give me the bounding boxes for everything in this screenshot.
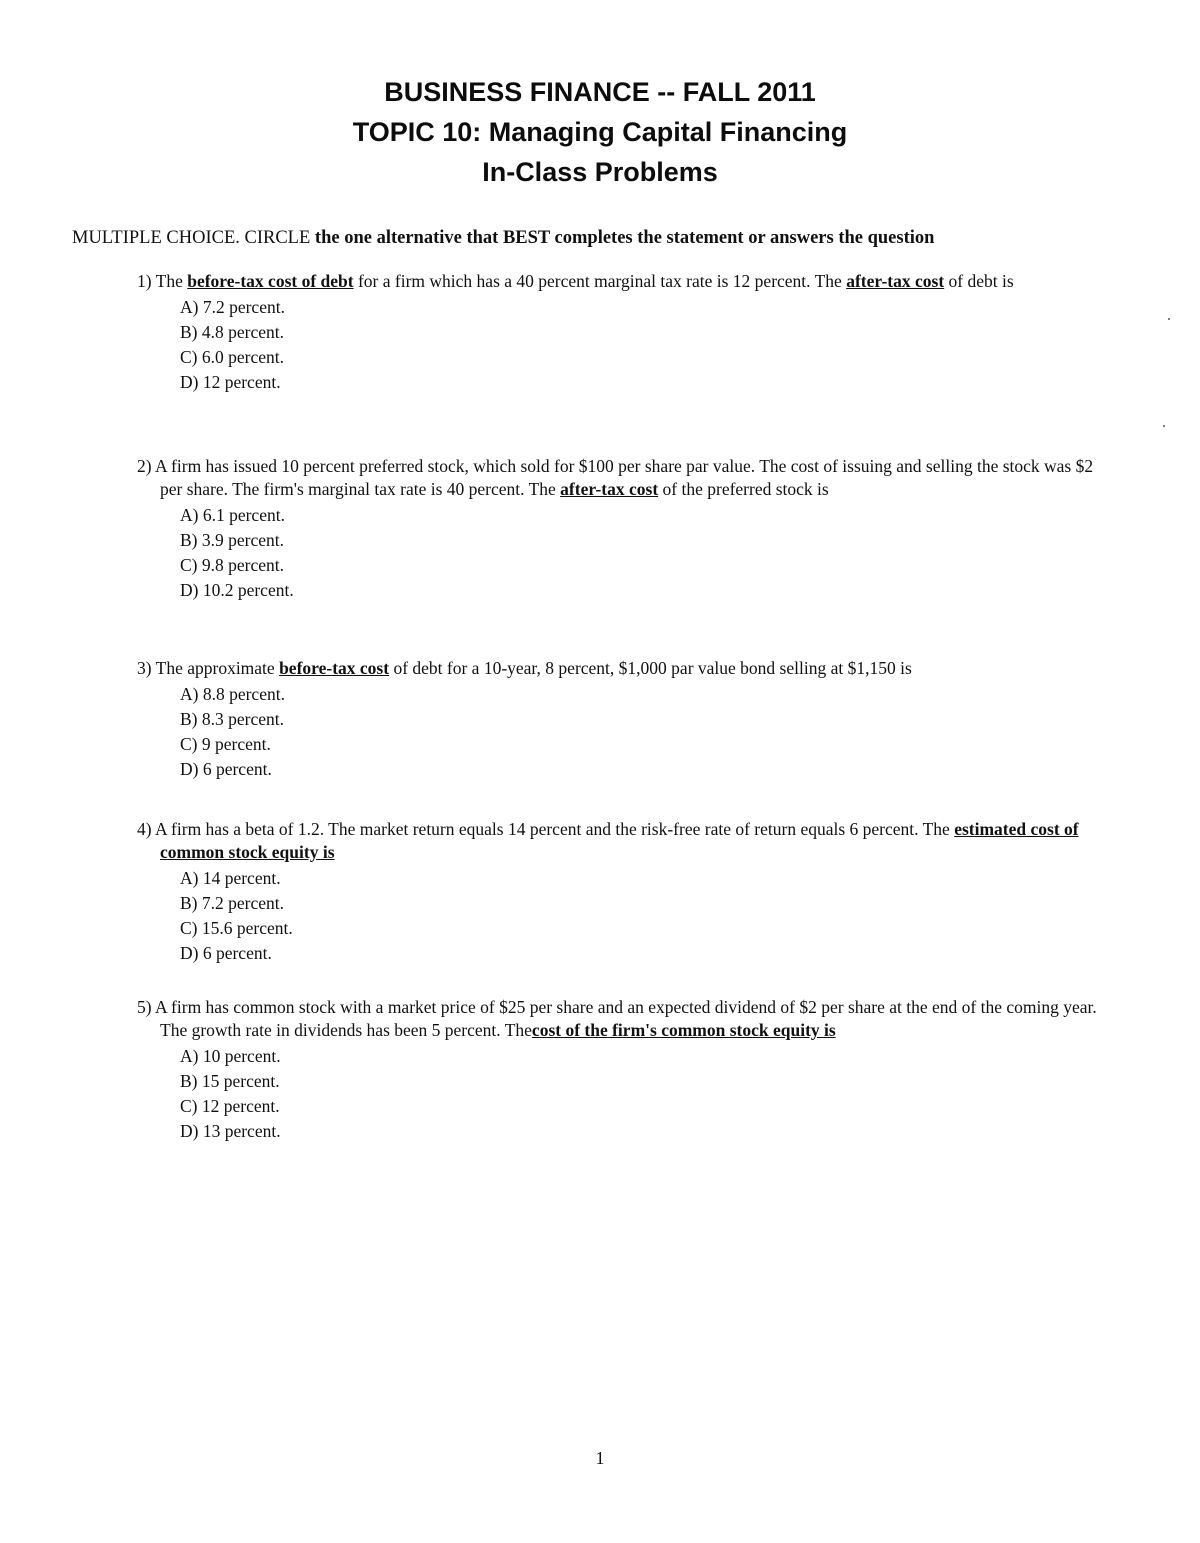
stem-text: of debt for a 10-year, 8 percent, $1,000 par value bond selling at $1,150 is [389, 658, 912, 678]
subtitle: In-Class Problems [482, 157, 718, 187]
question-number: 5) [137, 997, 152, 1017]
answer-option[interactable]: D) 6 percent. [180, 759, 272, 779]
answer-option[interactable]: B) 3.9 percent. [180, 530, 284, 550]
question-stem [137, 270, 1097, 293]
answer-option[interactable]: C) 9.8 percent. [180, 555, 284, 575]
instructions [72, 228, 1132, 249]
answer-options [137, 1044, 1097, 1144]
question-5 [137, 996, 1097, 1144]
stem-text: for a firm which has a 40 percent marginal tax rate is 12 percent. The [353, 271, 847, 291]
answer-option[interactable]: B) 7.2 percent. [180, 893, 284, 913]
emphasized-term: estimated cost of common stock equity is [160, 819, 1079, 862]
document-header [0, 72, 1200, 192]
scan-speck [1168, 318, 1170, 320]
stem-text: of debt is [944, 271, 1014, 291]
emphasized-term: after-tax cost [560, 479, 659, 499]
course-title: BUSINESS FINANCE -- FALL 2011 [384, 77, 816, 107]
question-3 [137, 657, 1097, 782]
answer-options [137, 682, 1097, 782]
stem-text: The [155, 271, 188, 291]
answer-option[interactable]: A) 6.1 percent. [180, 505, 285, 525]
answer-option[interactable]: A) 7.2 percent. [180, 297, 285, 317]
question-stem [137, 657, 1097, 680]
question-number: 3) [137, 658, 152, 678]
answer-option[interactable]: D) 13 percent. [180, 1121, 281, 1141]
answer-option[interactable]: D) 6 percent. [180, 943, 272, 963]
answer-option[interactable]: A) 14 percent. [180, 868, 281, 888]
instructions-lead: MULTIPLE CHOICE. CIRCLE [72, 228, 311, 248]
question-number: 4) [137, 819, 152, 839]
instructions-rest: the one alternative that BEST completes the statement or answers the question [310, 228, 935, 248]
answer-option[interactable]: B) 4.8 percent. [180, 322, 284, 342]
page-number: 1 [595, 1448, 605, 1468]
answer-option[interactable]: C) 6.0 percent. [180, 347, 284, 367]
question-number: 2) [137, 456, 152, 476]
answer-options [137, 866, 1097, 966]
answer-option[interactable]: A) 8.8 percent. [180, 684, 285, 704]
answer-option[interactable]: C) 15.6 percent. [180, 918, 293, 938]
emphasized-term: before-tax cost [279, 658, 390, 678]
emphasized-term: before-tax cost of debt [187, 271, 354, 291]
stem-text: of the preferred stock is [658, 479, 829, 499]
question-4 [137, 818, 1097, 966]
question-stem [137, 996, 1097, 1042]
question-stem [137, 818, 1097, 864]
stem-text: The approximate [155, 658, 280, 678]
stem-text: A firm has issued 10 percent preferred stock, which sold for $100 per share par value. The cost of issuing and selling the stock was $2 per share. The firm's marginal tax rate is 40 percent. The [155, 456, 1094, 499]
answer-options [137, 295, 1097, 395]
emphasized-term: cost of the firm's common stock equity is [531, 1020, 836, 1040]
answer-options [137, 503, 1097, 603]
answer-option[interactable]: B) 15 percent. [180, 1071, 280, 1091]
answer-option[interactable]: B) 8.3 percent. [180, 709, 284, 729]
answer-option[interactable]: C) 12 percent. [180, 1096, 280, 1116]
answer-option[interactable]: C) 9 percent. [180, 734, 271, 754]
stem-text: A firm has a beta of 1.2. The market return equals 14 percent and the risk-free rate of return equals 6 percent. The [155, 819, 955, 839]
emphasized-term: after-tax cost [846, 271, 945, 291]
stem-text: A firm has common stock with a market price of $25 per share and an expected dividend of $2 per share at the end of the coming year. The growth rate in dividends has been 5 percent. The [155, 997, 1097, 1040]
answer-option[interactable]: D) 10.2 percent. [180, 580, 294, 600]
question-2 [137, 455, 1097, 603]
question-stem [137, 455, 1097, 501]
answer-option[interactable]: A) 10 percent. [180, 1046, 281, 1066]
question-1 [137, 270, 1097, 395]
answer-option[interactable]: D) 12 percent. [180, 372, 281, 392]
topic-title: TOPIC 10: Managing Capital Financing [352, 117, 848, 147]
question-number: 1) [137, 271, 152, 291]
scan-speck [1163, 425, 1165, 427]
